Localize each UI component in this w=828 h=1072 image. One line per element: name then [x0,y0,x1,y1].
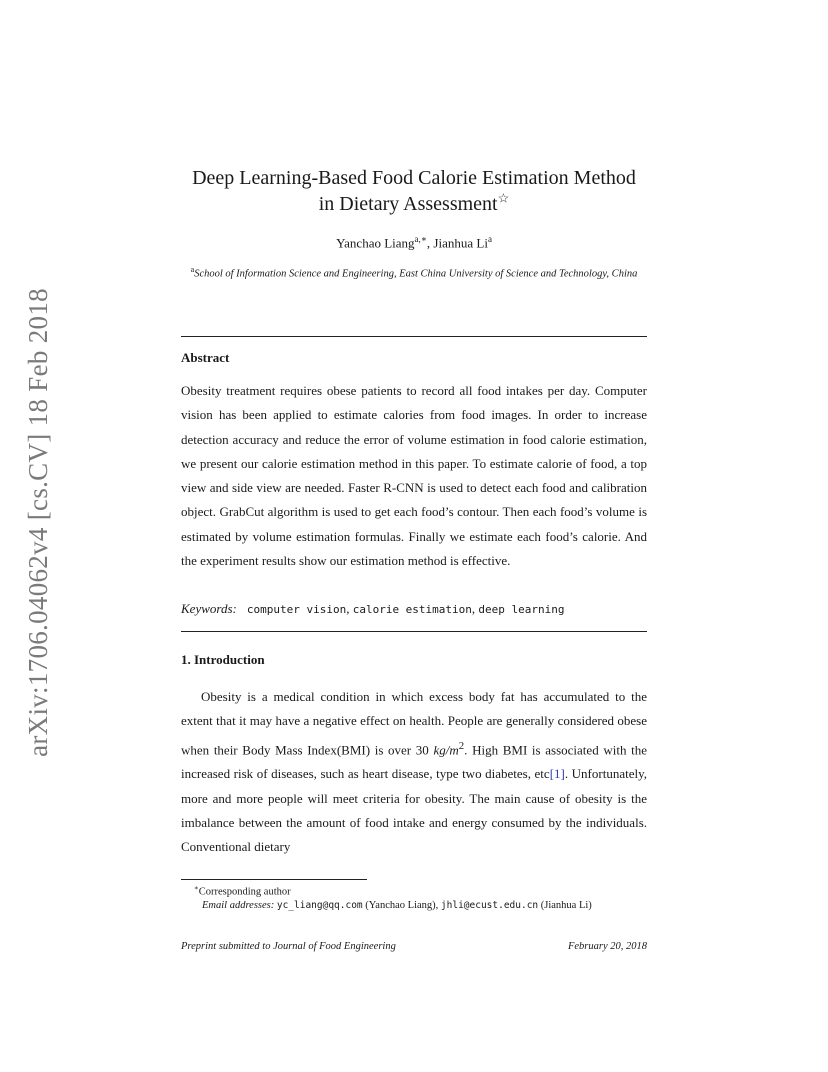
email-2-owner: (Jianhua Li) [540,900,592,911]
author-2-name: Jianhua Li [433,235,488,251]
affiliation-mark: a [190,265,195,274]
email-link-2[interactable]: jhli@ecust.edu.cn [440,900,539,911]
intro-text-part-2: . High BMI is associated with the increased risk of diseases, such as heart disease, type two diabetes, etc [181,741,647,782]
email-link-1[interactable]: yc_liang@qq.com [276,900,363,911]
section-heading-introduction: 1. Introduction [181,652,265,667]
author-list: Yanchao Liang$^{a,∗}$, Jianhua Li$^a$ [336,234,492,251]
footnote-mark: ∗ [194,884,199,892]
intro-text-part-3: . Unfortunately, more and more people will meet criteria for obesity. The main cause of obesity is the imbalance between the amount of food intake and energy consumed by the individuals. Conventional dietary [181,766,647,855]
keywords-label: Keywords: [181,601,237,616]
title-line-1: Deep Learning-Based Food Calorie Estimation Method [192,167,636,189]
footnote-emails [194,899,654,913]
author-2-marks: a [487,234,492,244]
footnote [194,882,654,913]
arxiv-stamp [14,286,62,758]
citation-link-1[interactable]: [1] [549,766,565,782]
intro-text-part-1: Obesity is a medical condition in which excess body fat has accumulated to the extent that it may have a negative effect on health. People are generally considered obese when their Body Mass Index(BMI) is over 30 [181,689,647,757]
email-1-owner: (Yanchao Liang), [365,900,439,911]
footnote-corresponding-text: Corresponding author [198,886,291,898]
keyword-2: calorie estimation [352,603,472,616]
title-line-2 [150,191,678,217]
abstract-top-rule [181,336,647,337]
affiliation-text: School of Information Science and Engineering, East China University of Science and Technology, China [194,268,638,280]
paper-title [150,165,678,217]
title-star-mark: ☆ [497,190,510,206]
author-1-marks: a,∗ [414,234,427,244]
abstract-bottom-rule [181,631,647,632]
email-label: Email addresses: [202,900,275,911]
bmi-unit: kg/m [433,741,459,757]
author-1-name: Yanchao Liang [336,235,415,251]
abstract-heading: Abstract [181,350,230,365]
footer-journal: Preprint submitted to Journal of Food Engineering [181,941,396,952]
introduction-paragraph [181,685,647,859]
arxiv-stamp-text: arXiv:1706.04062v4 [cs.CV] 18 Feb 2018 [22,287,53,757]
footer-date: February 20, 2018 [567,941,647,952]
abstract-text: Obesity treatment requires obese patients to record all food intakes per day. Computer vision has been applied to estimate calories from food images. In order to increase detection accuracy and reduce the error of volume estimation in food calorie estimation, we present our calorie estimation method in this paper. To estimate calorie of food, a top view and side view are needed. Faster R-CNN is used to detect each food and calibration object. GrabCut algorithm is used to get each food’s contour. Then each food’s volume is estimated by volume estimation formulas. Finally we estimate each food’s calorie. And the experiment results show our estimation method is effective. [181,383,647,569]
affiliation [170,263,658,281]
keywords: Keywords: computer vision, calorie estimation, deep learning [181,601,565,616]
title-line-2-text: in Dietary Assessment [318,193,498,215]
footnote-rule [181,879,367,880]
footnote-corresponding [194,882,654,899]
keyword-1: computer vision [246,603,347,616]
bmi-unit-exponent: 2 [458,739,465,752]
keyword-3: deep learning [478,603,565,616]
